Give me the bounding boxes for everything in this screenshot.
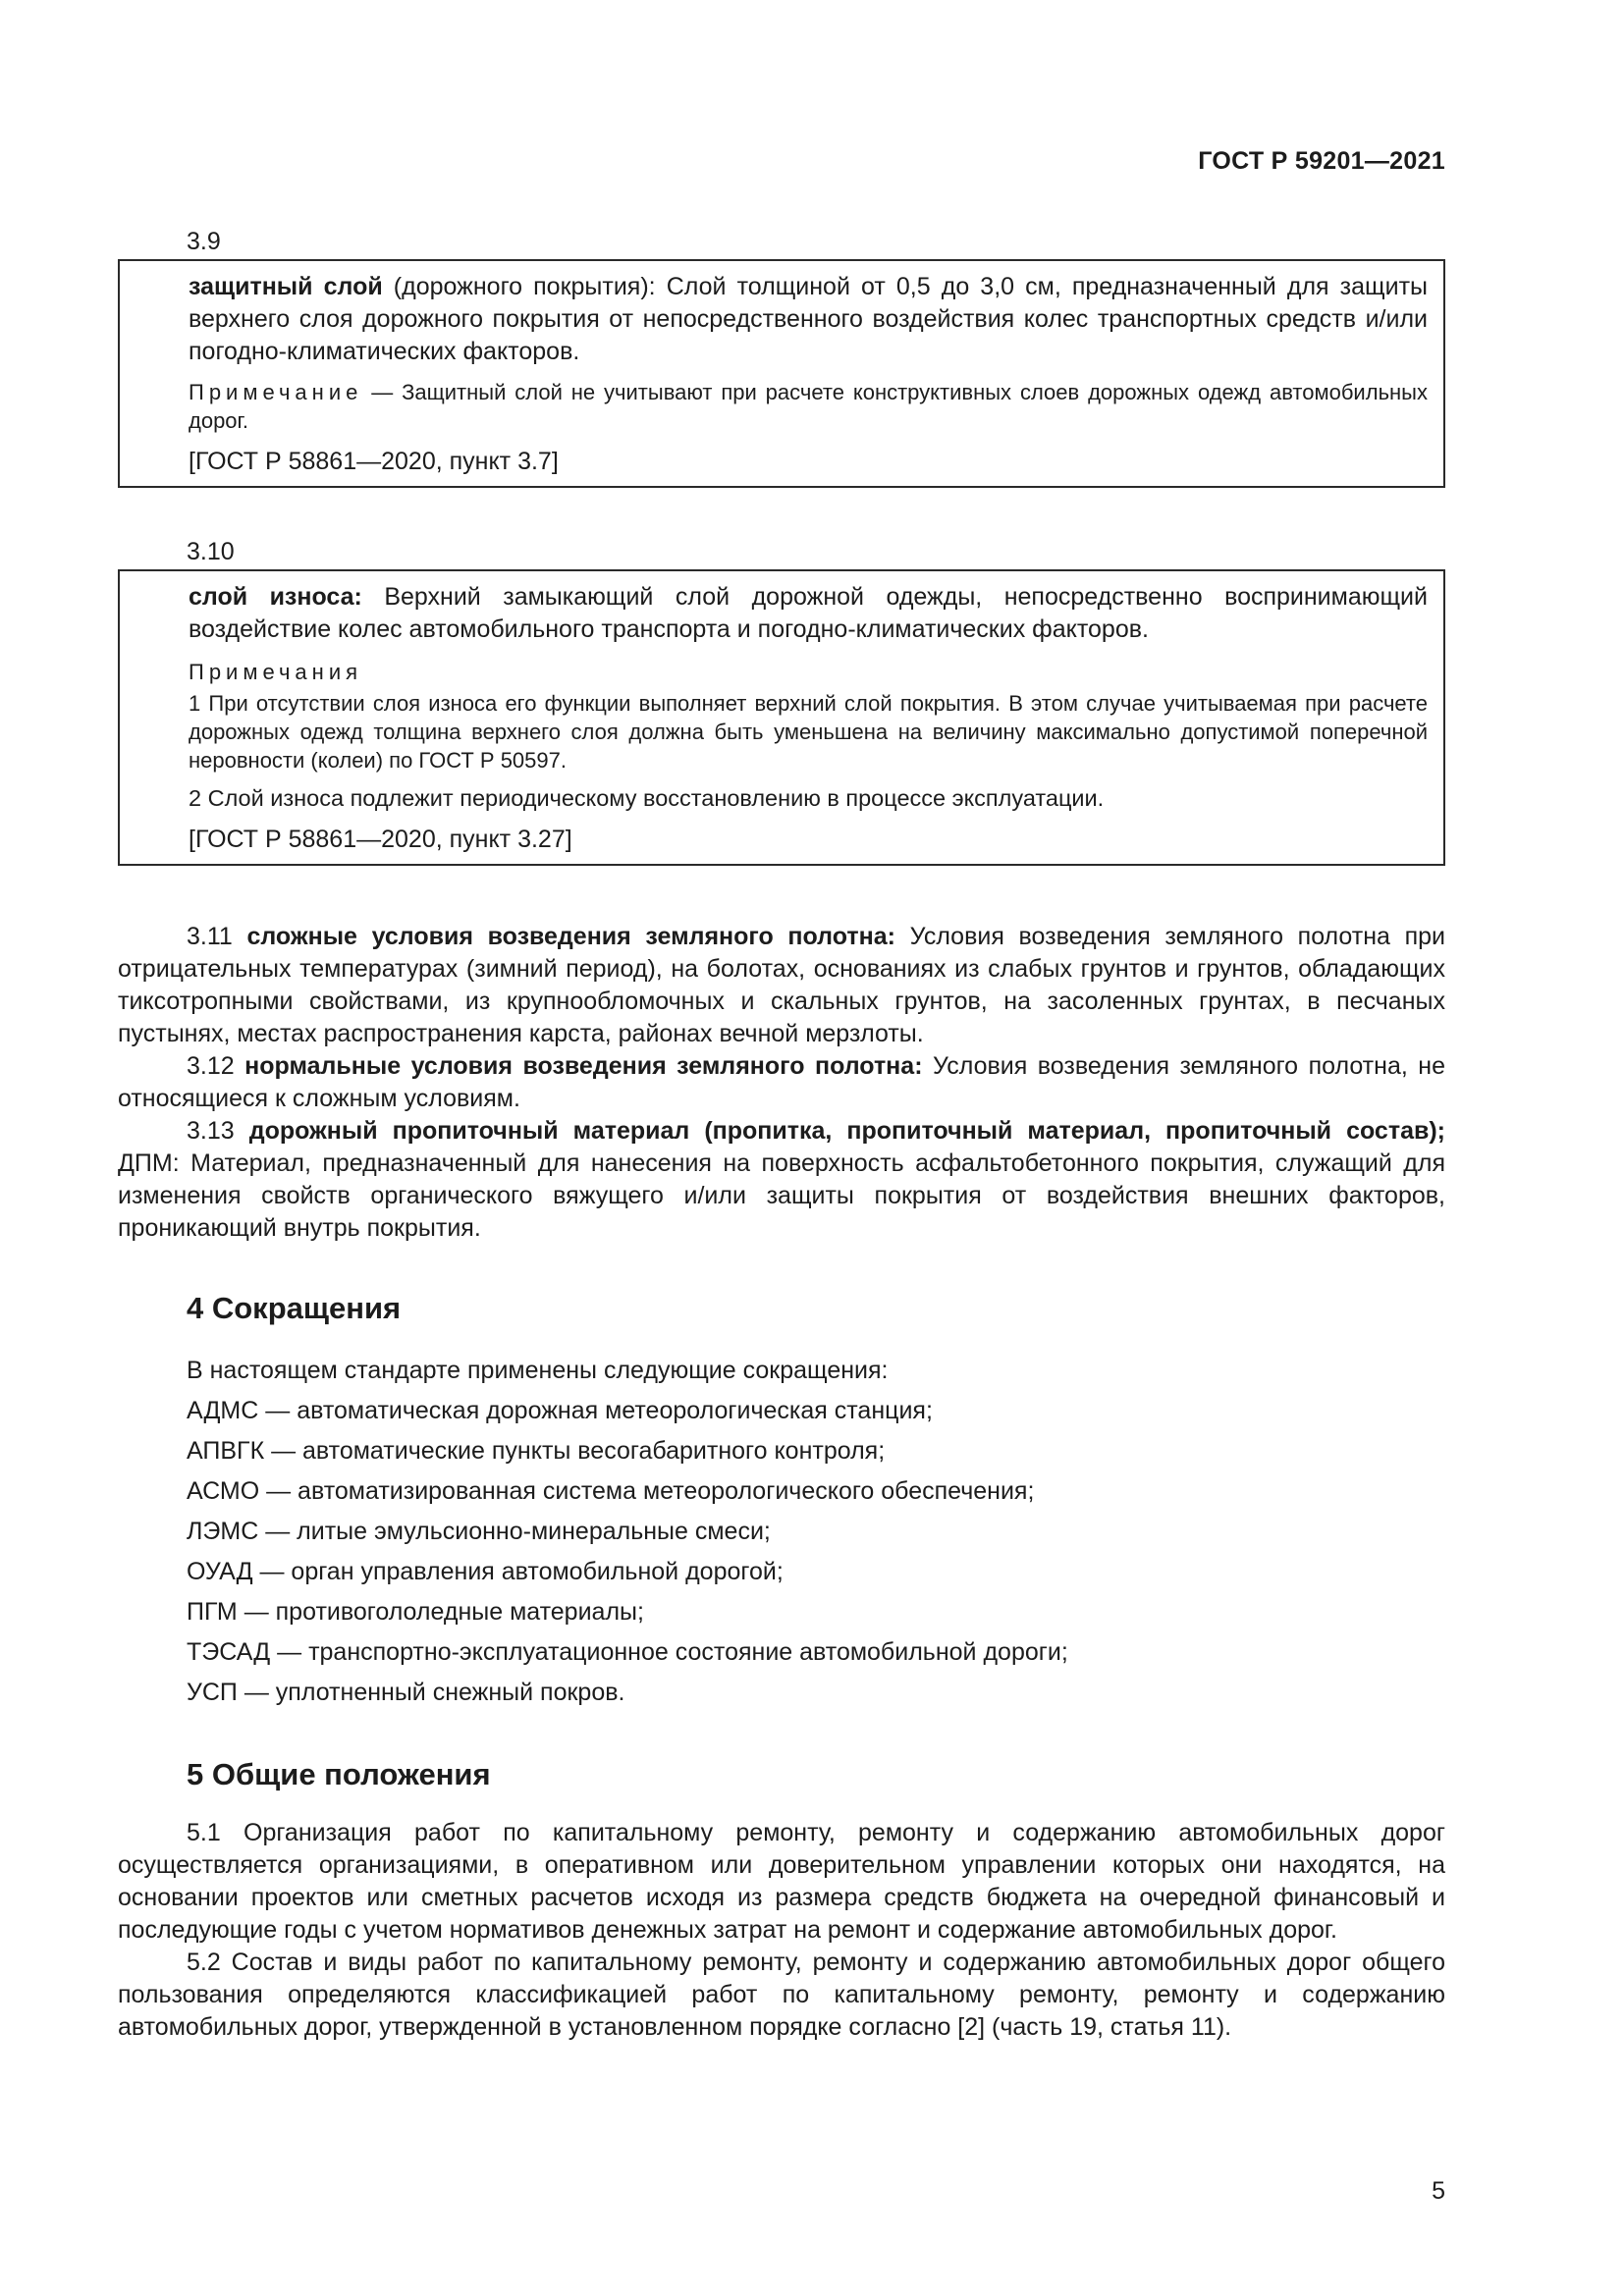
note-text: — Защитный слой не учитывают при расчете конструктивных слоев дорожных одежд автомобильных дорог. — [189, 380, 1428, 433]
definitions-block — [118, 921, 1445, 1245]
clause-5-1: 5.1 Организация работ по капитальному ремонту, ремонту и содержанию автомобильных дорог осуществляется организациями, в оперативном или доверительном управлении которых они находятся, на основании проектов или сметных расчетов исходя из размера средств бюджета на очередной финансовый и последующие годы с учетом нормативов денежных затрат на ремонт и содержание автомобильных дорог. — [118, 1819, 1445, 1944]
section-4-title: 4 Сокращения — [187, 1291, 402, 1325]
term-source: [ГОСТ Р 58861—2020, пункт 3.27] — [189, 826, 572, 853]
term-box — [118, 569, 1445, 866]
clause-number: 3.13 — [187, 1117, 235, 1145]
clause-number: 3.11 — [187, 923, 233, 950]
definition-3-11 — [118, 921, 1445, 1050]
abbreviation-item: ЛЭМС — литые эмульсионно-минеральные смеси; — [187, 1518, 771, 1545]
term-name: слой износа: — [189, 583, 362, 611]
term-text: Условия возведения земляного полотна, не относящиеся к сложным условиям. — [118, 1052, 1445, 1112]
clause-number: 3.12 — [187, 1052, 235, 1080]
general-provisions — [118, 1817, 1445, 2044]
document-header: ГОСТ Р 59201—2021 — [1198, 147, 1445, 175]
section-5-title: 5 Общие положения — [187, 1757, 491, 1791]
abbreviation-item: УСП — уплотненный снежный покров. — [187, 1679, 625, 1706]
term-note-2: 2 Слой износа подлежит периодическому восстановлению в процессе эксплуатации. — [189, 785, 1105, 811]
term-text: (дорожного покрытия): Слой толщиной от 0,5 до 3,0 см, предназначенный для защиты верхнего слоя дорожного покрытия от непосредственного воздействия колес транспортных средств и/или погодно-климатических факторов. — [189, 273, 1428, 365]
term-box — [118, 259, 1445, 488]
term-3-10 — [118, 534, 1445, 866]
term-definition — [189, 271, 1428, 368]
abbreviations-list — [118, 1351, 1445, 1713]
abbreviation-item: АПВГК — автоматические пункты весогабаритного контроля; — [187, 1437, 886, 1465]
definition-3-12 — [118, 1050, 1445, 1115]
term-number: 3.10 — [187, 538, 235, 565]
abbreviation-item: ТЭСАД — транспортно-эксплуатационное состояние автомобильной дороги; — [187, 1638, 1068, 1666]
term-name: сложные условия возведения земляного полотна: — [246, 923, 895, 950]
term-text: Верхний замыкающий слой дорожной одежды, непосредственно воспринимающий воздействие колес автомобильного транспорта и погодно-климатических факторов. — [189, 583, 1428, 643]
term-name: защитный слой — [189, 273, 383, 300]
note-label: Примечание — [189, 380, 363, 404]
term-note — [189, 378, 1428, 435]
term-definition — [189, 581, 1428, 646]
abbreviation-item: ПГМ — противогололедные материалы; — [187, 1598, 644, 1626]
term-name: нормальные условия возведения земляного полотна: — [244, 1052, 923, 1080]
term-source: [ГОСТ Р 58861—2020, пункт 3.7] — [189, 448, 559, 475]
notes-label: Примечания — [189, 660, 363, 684]
abbreviations-intro: В настоящем стандарте применены следующие сокращения: — [187, 1357, 889, 1384]
clause-5-2: 5.2 Состав и виды работ по капитальному ремонту, ремонту и содержанию автомобильных дорог общего пользования определяются классификацией работ по капитальному ремонту, ремонту и содержанию автомобильных дорог, утвержденной в установленном порядке согласно [2] (часть 19, статья 11). — [118, 1949, 1445, 2041]
page-number: 5 — [1432, 2177, 1445, 2205]
term-text: ДПМ: Материал, предназначенный для нанесения на поверхность асфальтобетонного покрытия, служащий для изменения свойств органического вяжущего и/или защиты покрытия от воздействия внешних факторов, проникающий внутрь покрытия. — [118, 1149, 1445, 1242]
term-text: Условия возведения земляного полотна при отрицательных температурах (зимний период), на болотах, основаниях из слабых грунтов и грунтов, обладающих тиксотропными свойствами, из крупнообломочных и скальных грунтов, на засоленных грунтах, в песчаных пустынях, местах распространения карста, районах вечной мерзлоты. — [118, 923, 1445, 1047]
abbreviation-item: ОУАД — орган управления автомобильной дорогой; — [187, 1558, 784, 1585]
term-note-1: 1 При отсутствии слоя износа его функции выполняет верхний слой покрытия. В этом случае учитываемая при расчете дорожных одежд толщина верхнего слоя должна быть уменьшена на величину максимально допустимой поперечной неровности (колеи) по ГОСТ Р 50597. — [189, 691, 1428, 773]
abbreviation-item: АДМС — автоматическая дорожная метеорологическая станция; — [187, 1397, 933, 1424]
term-number: 3.9 — [187, 228, 221, 255]
abbreviation-item: АСМО — автоматизированная система метеорологического обеспечения; — [187, 1477, 1035, 1505]
term-3-9 — [118, 224, 1445, 488]
term-name: дорожный пропиточный материал (пропитка, пропиточный материал, пропиточный состав); — [248, 1117, 1445, 1145]
definition-3-13 — [118, 1115, 1445, 1245]
